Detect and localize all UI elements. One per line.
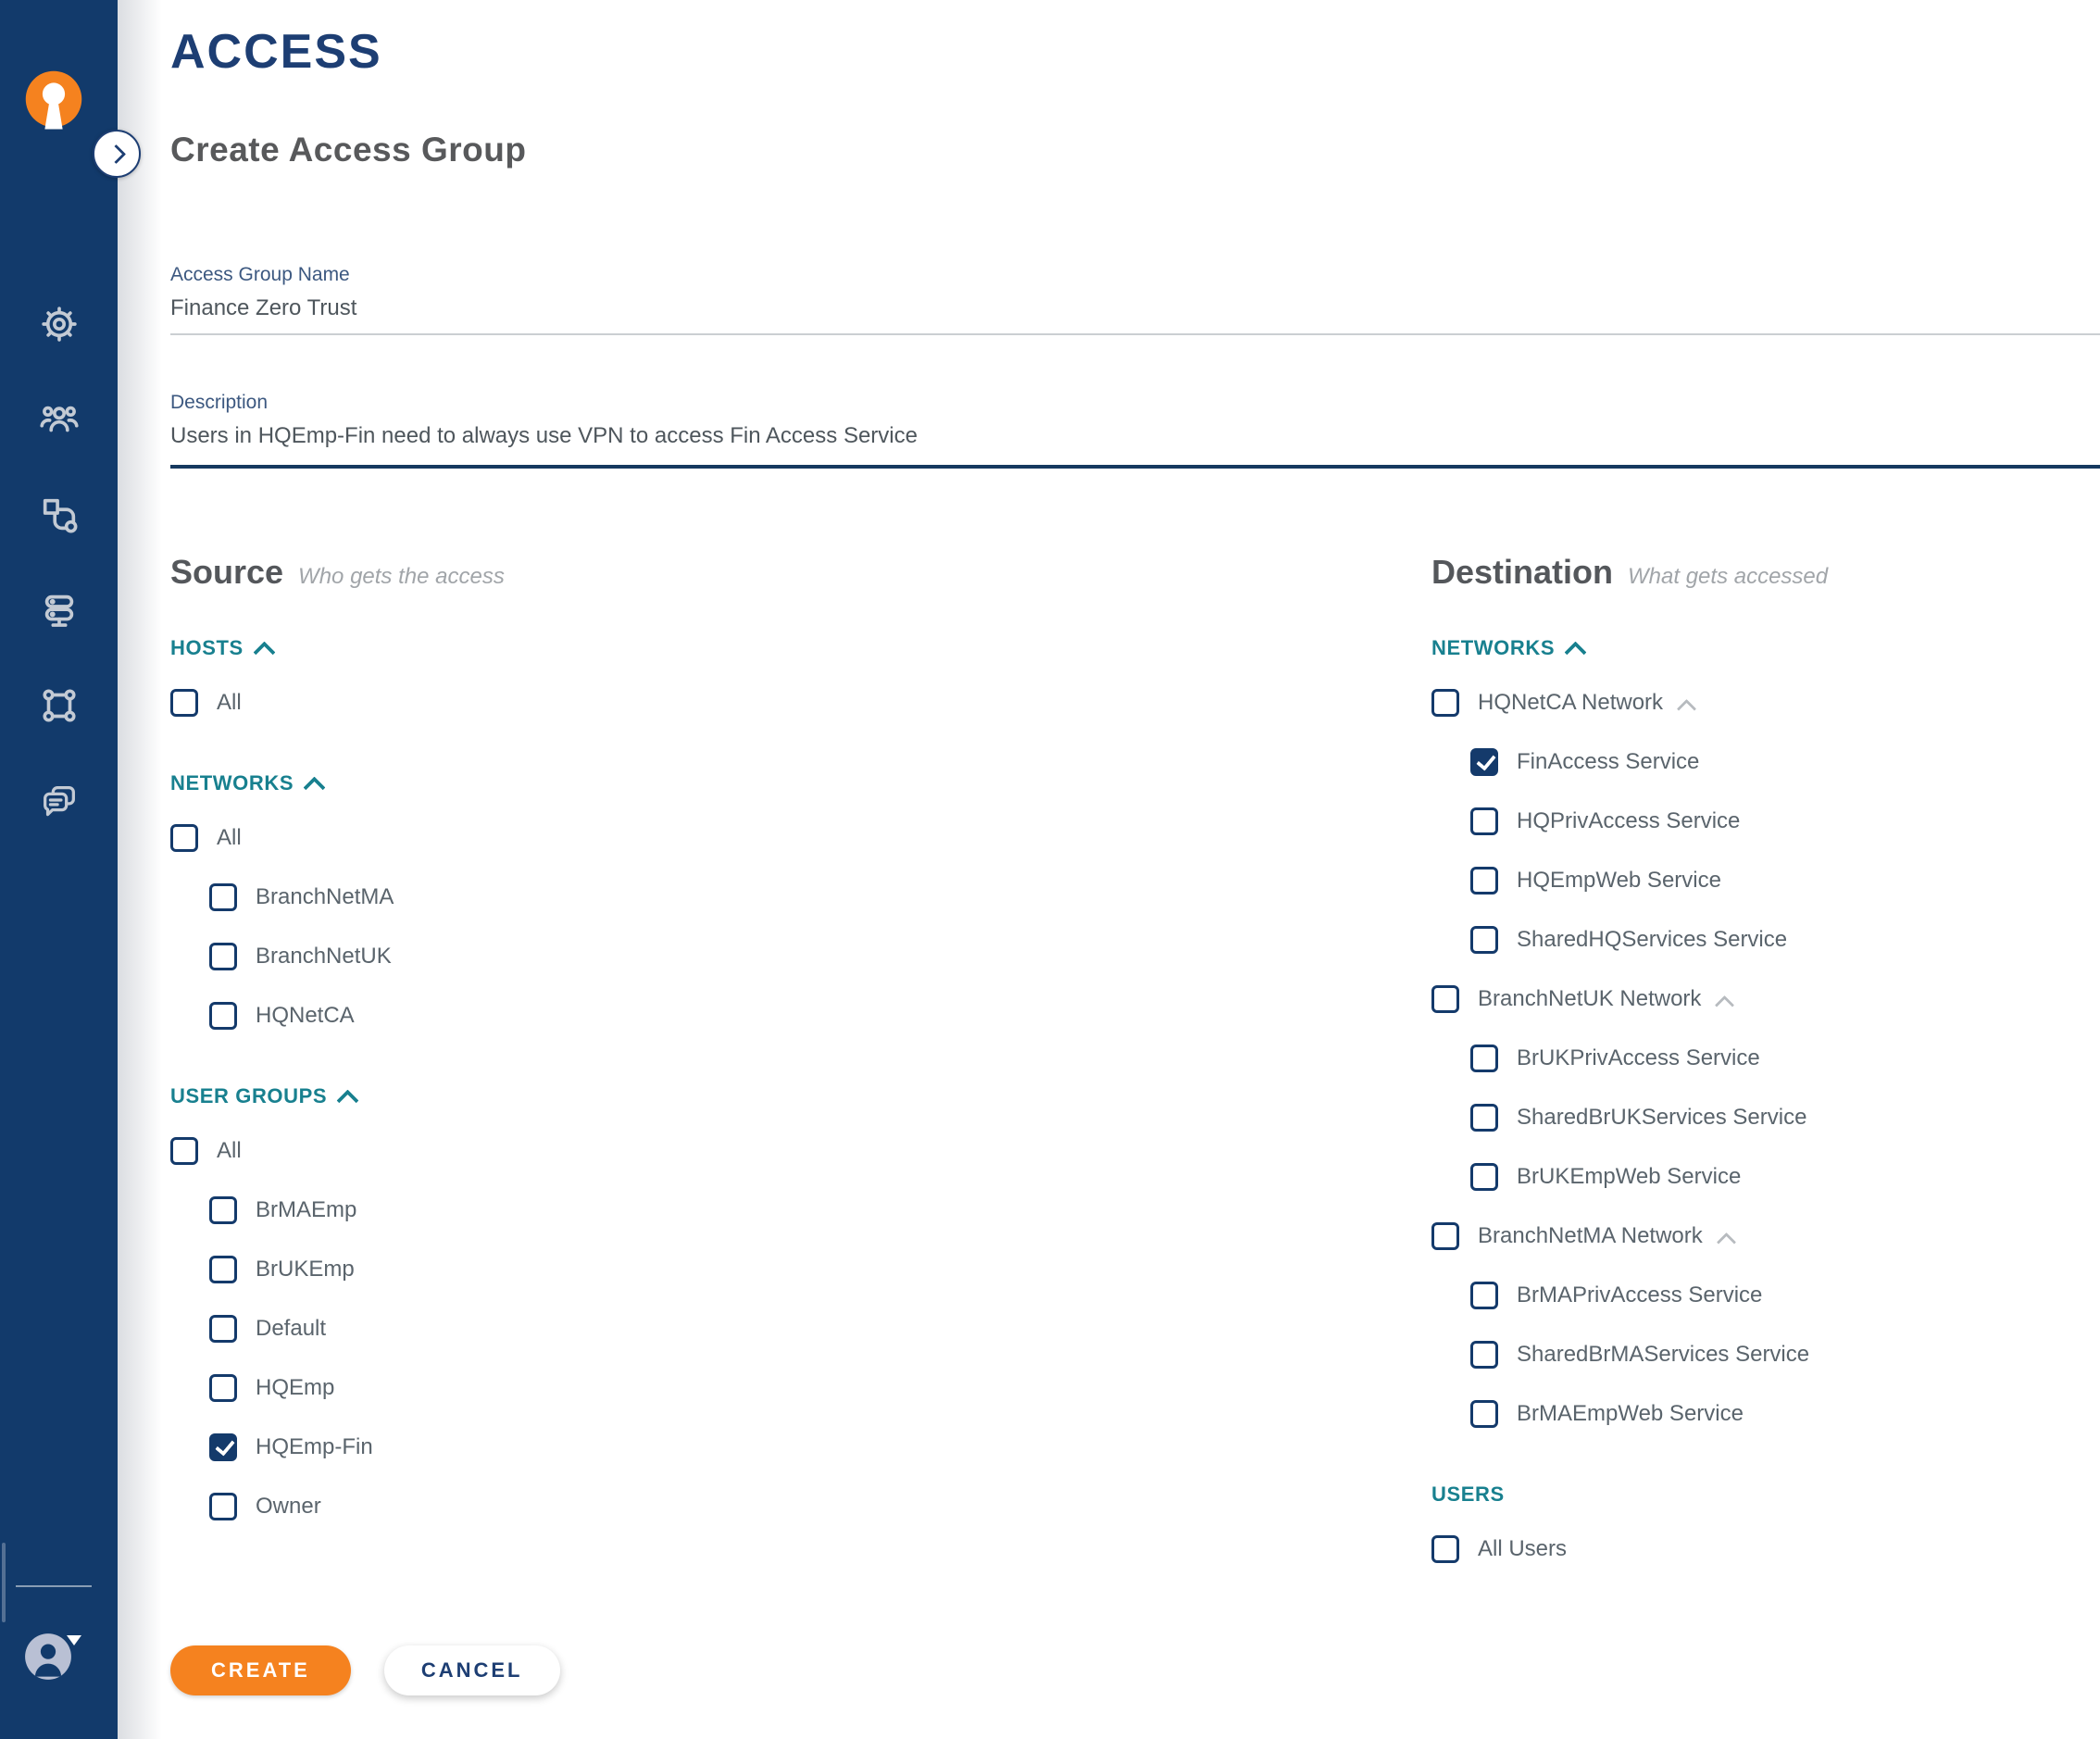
section-header-source-networks[interactable]: NETWORKS	[170, 771, 1431, 795]
user-avatar[interactable]	[24, 1633, 72, 1681]
collapse-caret-icon	[304, 776, 326, 798]
checkbox-sharedhqservices-service[interactable]	[1470, 926, 1498, 954]
checkbox-branchnetuk-network[interactable]	[1431, 985, 1459, 1013]
row-hqnetca-network[interactable]: HQNetCA Network	[1431, 673, 2100, 732]
shapes-icon[interactable]	[38, 494, 81, 536]
destination-column	[1431, 552, 2100, 1695]
row-hosts-all[interactable]: All	[170, 673, 1431, 732]
checkbox-branchnetma-network[interactable]	[1431, 1222, 1459, 1250]
collapse-caret-icon[interactable]	[1677, 698, 1696, 718]
description-field-underline	[170, 465, 2100, 469]
checkbox-hqprivaccess-service[interactable]	[1470, 807, 1498, 835]
chat-logs-icon[interactable]	[38, 780, 81, 822]
row-brukemp[interactable]: BrUKEmp	[209, 1240, 1431, 1299]
checkbox-branchnetuk[interactable]	[209, 943, 237, 970]
checkbox-hqnetca-network[interactable]	[1431, 689, 1459, 717]
row-usergroups-all[interactable]: All	[170, 1121, 1431, 1181]
row-hqprivaccess-service[interactable]: HQPrivAccess Service	[1470, 792, 2100, 851]
row-owner[interactable]: Owner	[209, 1477, 1431, 1536]
row-all-users[interactable]: All Users	[1431, 1520, 2100, 1579]
description-input[interactable]: Users in HQEmp-Fin need to always use VPN to access Fin Access Service	[170, 423, 918, 448]
destination-title: Destination	[1431, 553, 1614, 591]
source-subtitle: Who gets the access	[298, 564, 505, 589]
row-finaccess-service[interactable]: FinAccess Service	[1470, 732, 2100, 792]
row-default[interactable]: Default	[209, 1299, 1431, 1358]
main-content	[118, 0, 2100, 1739]
checkbox-networks-all[interactable]	[170, 824, 198, 852]
create-button[interactable]: CREATE	[170, 1645, 351, 1695]
checkbox-hqempweb-service[interactable]	[1470, 867, 1498, 895]
row-sharedbrmaservices-service[interactable]: SharedBrMAServices Service	[1470, 1325, 2100, 1384]
checkbox-sharedbrmaservices-service[interactable]	[1470, 1341, 1498, 1369]
sidebar-nav	[0, 303, 118, 822]
row-hqnetca[interactable]: HQNetCA	[209, 986, 1431, 1045]
sidebar	[0, 0, 118, 1739]
checkbox-hqnetca[interactable]	[209, 1002, 237, 1030]
network-nodes-icon[interactable]	[38, 684, 81, 727]
name-field-underline	[170, 333, 2100, 335]
sidebar-expand-button[interactable]	[93, 130, 141, 178]
access-group-name-field	[170, 263, 2100, 335]
source-column	[170, 552, 1431, 1695]
row-branchnetma-network[interactable]: BranchNetMA Network	[1431, 1207, 2100, 1266]
user-groups-icon[interactable]	[38, 398, 81, 441]
destination-subtitle: What gets accessed	[1628, 564, 1829, 589]
description-label: Description	[170, 392, 269, 413]
checkbox-default[interactable]	[209, 1315, 237, 1343]
collapse-caret-icon	[337, 1089, 359, 1111]
access-group-name-input[interactable]: Finance Zero Trust	[170, 295, 357, 320]
sidebar-shadow	[118, 0, 162, 1739]
row-branchnetuk[interactable]: BranchNetUK	[209, 927, 1431, 986]
collapse-caret-icon[interactable]	[1717, 1232, 1736, 1251]
checkbox-brukempweb-service[interactable]	[1470, 1163, 1498, 1191]
row-networks-all[interactable]: All	[170, 808, 1431, 868]
row-brukempweb-service[interactable]: BrUKEmpWeb Service	[1470, 1147, 2100, 1207]
checkbox-owner[interactable]	[209, 1493, 237, 1520]
checkbox-brmaempweb-service[interactable]	[1470, 1400, 1498, 1428]
row-brmaempweb-service[interactable]: BrMAEmpWeb Service	[1470, 1384, 2100, 1444]
openvpn-logo-icon[interactable]	[23, 69, 84, 130]
row-hqemp[interactable]: HQEmp	[209, 1358, 1431, 1418]
collapse-caret-icon	[253, 641, 275, 663]
checkbox-finaccess-service[interactable]	[1470, 748, 1498, 776]
row-sharedhqservices-service[interactable]: SharedHQServices Service	[1470, 910, 2100, 970]
checkbox-sharedbrukservices-service[interactable]	[1470, 1104, 1498, 1132]
checkbox-brukemp[interactable]	[209, 1256, 237, 1283]
checkbox-branchnetma[interactable]	[209, 883, 237, 911]
checkbox-brmaemp[interactable]	[209, 1196, 237, 1224]
section-header-user-groups[interactable]: USER GROUPS	[170, 1084, 1431, 1108]
row-hqempweb-service[interactable]: HQEmpWeb Service	[1470, 851, 2100, 910]
access-group-name-label: Access Group Name	[170, 264, 350, 285]
page-title: ACCESS	[170, 25, 382, 79]
row-branchnetma[interactable]: BranchNetMA	[209, 868, 1431, 927]
checkbox-hosts-all[interactable]	[170, 689, 198, 717]
settings-gear-icon[interactable]	[38, 303, 81, 345]
sidebar-scrollbar[interactable]	[2, 1543, 6, 1622]
sidebar-divider	[16, 1585, 92, 1587]
collapse-caret-icon	[1565, 641, 1587, 663]
chevron-right-icon	[106, 144, 126, 164]
checkbox-brmaprivaccess-service[interactable]	[1470, 1282, 1498, 1309]
row-brukprivaccess-service[interactable]: BrUKPrivAccess Service	[1470, 1029, 2100, 1088]
row-sharedbrukservices-service[interactable]: SharedBrUKServices Service	[1470, 1088, 2100, 1147]
row-brmaprivaccess-service[interactable]: BrMAPrivAccess Service	[1470, 1266, 2100, 1325]
description-field	[170, 391, 2100, 469]
checkbox-brukprivaccess-service[interactable]	[1470, 1045, 1498, 1072]
source-title: Source	[170, 553, 284, 591]
section-header-dest-networks[interactable]: NETWORKS	[1431, 636, 2100, 660]
avatar-dropdown-caret-icon[interactable]	[67, 1635, 81, 1645]
checkbox-usergroups-all[interactable]	[170, 1137, 198, 1165]
section-header-users[interactable]: USERS	[1431, 1483, 1505, 1506]
collapse-caret-icon[interactable]	[1715, 995, 1734, 1014]
row-branchnetuk-network[interactable]: BranchNetUK Network	[1431, 970, 2100, 1029]
checkbox-all-users[interactable]	[1431, 1535, 1459, 1563]
section-header-hosts[interactable]: HOSTS	[170, 636, 1431, 660]
checkbox-hqemp[interactable]	[209, 1374, 237, 1402]
checkbox-hqemp-fin[interactable]	[209, 1433, 237, 1461]
row-brmaemp[interactable]: BrMAEmp	[209, 1181, 1431, 1240]
page-subtitle: Create Access Group	[170, 131, 527, 169]
servers-icon[interactable]	[38, 589, 81, 632]
row-hqemp-fin[interactable]: HQEmp-Fin	[209, 1418, 1431, 1477]
cancel-button[interactable]: CANCEL	[384, 1645, 560, 1695]
